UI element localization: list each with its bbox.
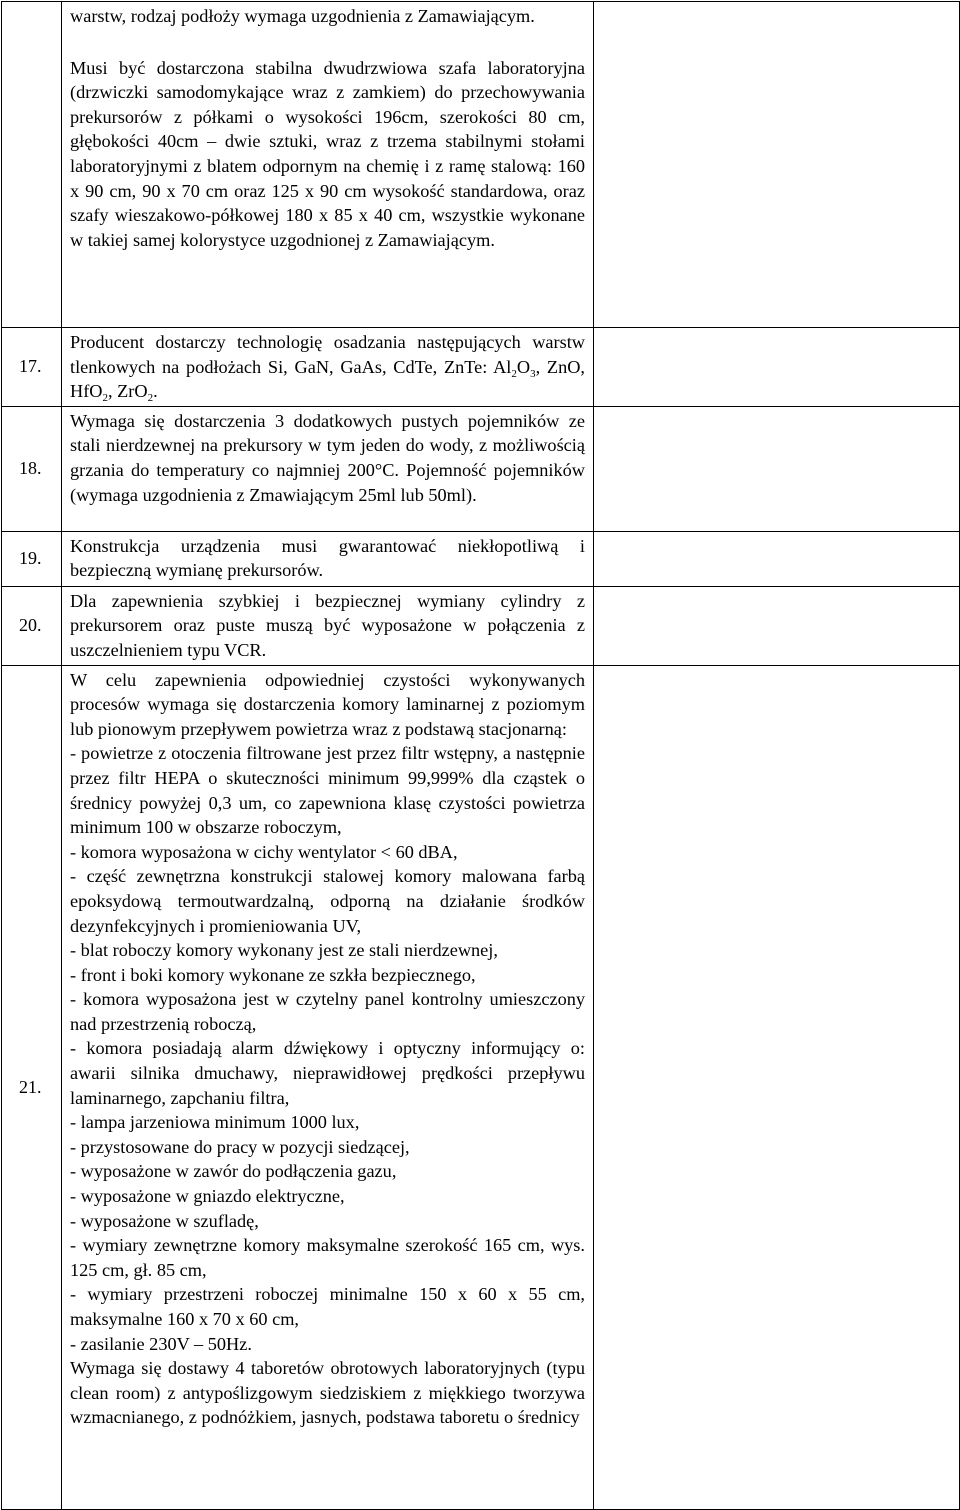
description-paragraph: - wyposażone w zawór do podłączenia gazu, <box>70 1161 397 1182</box>
description-paragraph <box>70 330 585 404</box>
empty-cell <box>594 406 960 531</box>
text-segment: O <box>516 356 531 377</box>
description-paragraph: - część zewnętrzna konstrukcji stalowej komory malowana farbą epoksydową termoutwardzalną, odporną na działanie środków dezynfekcyjnych i promieniowania UV, <box>70 866 585 936</box>
description-paragraph: - wyposażone w gniazdo elektryczne, <box>70 1186 345 1207</box>
empty-cell <box>594 531 960 586</box>
description-paragraph: - blat roboczy komory wykonany jest ze stali nierdzewnej, <box>70 940 498 961</box>
empty-cell <box>594 328 960 407</box>
description-paragraph: Konstrukcja urządzenia musi gwarantować niekłopotliwą i bezpieczną wymianę prekursorów. <box>70 535 585 581</box>
table-row <box>2 531 960 586</box>
description-paragraph: - zasilanie 230V – 50Hz. <box>70 1333 252 1354</box>
table-row <box>2 328 960 407</box>
description-paragraph: - komora wyposażona jest w czytelny panel kontrolny umieszczony nad przestrzenią roboczą, <box>70 989 585 1034</box>
description-paragraph: Wymaga się dostarczenia 3 dodatkowych pustych pojemników ze stali nierdzewnej na prekursory w tym jeden do wody, z możliwością grzania do temperatury co najmniej 200°C. Pojemność pojemników (wymaga uzgodnienia z Zmawiającym 25ml lub 50ml). <box>70 410 585 505</box>
specification-table <box>1 1 960 1510</box>
table-row <box>2 586 960 665</box>
description-paragraph: - wyposażone w szufladę, <box>70 1210 259 1231</box>
description-paragraph: W celu zapewnienia odpowiedniej czystości wykonywanych procesów wymaga się dostarczenia komory laminarnej z poziomym lub pionowym przepływem powietrza wraz z podstawą stacjonarną: <box>70 669 585 739</box>
description-paragraph: Wymaga się dostawy 4 taboretów obrotowych laboratoryjnych (typu clean room) z antypoślizgowym siedziskiem z miękkiego tworzywa wzmacnianego, z podnóżkiem, jasnych, podstawa taboretu o średnicy <box>70 1358 585 1428</box>
row-description <box>62 531 594 586</box>
subscript: 2 <box>511 367 517 380</box>
description-paragraph: - przystosowane do pracy w pozycji siedzącej, <box>70 1136 410 1157</box>
row-number: 21. <box>2 665 62 1509</box>
row-number: 17. <box>2 328 62 407</box>
subscript: 3 <box>530 367 536 380</box>
subscript: 2 <box>102 392 108 405</box>
table-row <box>2 406 960 531</box>
subscript: 2 <box>147 392 154 405</box>
description-paragraph: Dla zapewnienia szybkiej i bezpiecznej wymiany cylindry z prekursorem oraz puste muszą być wyposażone w połączenia z uszczelnieniem typu VCR. <box>70 590 585 660</box>
row-number: 18. <box>2 406 62 531</box>
description-paragraph: - powietrze z otoczenia filtrowane jest przez filtr wstępny, a następnie przez filtr HEPA o skuteczności minimum 99,999% dla cząstek o średnicy powyżej 0,3 um, co zapewniona klasę czystości powietrza minimum 100 w obszarze roboczym, <box>70 743 585 838</box>
empty-cell <box>594 665 960 1509</box>
text-segment: . <box>153 381 158 402</box>
empty-cell <box>594 586 960 665</box>
description-paragraph: - wymiary zewnętrzne komory maksymalne szerokość 165 cm, wys. 125 cm, gł. 85 cm, <box>70 1235 585 1280</box>
description-paragraph: - komora posiadają alarm dźwiękowy i optyczny informujący o: awarii silnika dmuchawy, nieprawidłowej prędkości przepływu laminarnego, zapchaniu filtra, <box>70 1038 585 1108</box>
row-description <box>62 665 594 1509</box>
row-description <box>62 586 594 665</box>
row-number: 19. <box>2 531 62 586</box>
row-description <box>62 2 594 328</box>
table-row <box>2 2 960 328</box>
row-number <box>2 2 62 328</box>
table-row <box>2 665 960 1509</box>
row-description <box>62 328 594 407</box>
empty-cell <box>594 2 960 328</box>
description-paragraph: - komora wyposażona w cichy wentylator < 60 dBA, <box>70 841 458 862</box>
description-paragraph: warstw, rodzaj podłoży wymaga uzgodnienia z Zamawiającym. <box>70 6 535 26</box>
description-paragraph: - wymiary przestrzeni roboczej minimalne 150 x 60 x 55 cm, maksymalne 160 x 70 x 60 cm, <box>70 1284 585 1329</box>
description-paragraph: - front i boki komory wykonane ze szkła bezpiecznego, <box>70 964 476 985</box>
text-segment: Producent dostarczy technologię osadzania następujących warstw tlenkowych na podłożach Si, GaN, GaAs, CdTe, ZnTe: Al <box>70 332 585 377</box>
row-description <box>62 406 594 531</box>
text-segment: , ZnO, HfO <box>70 356 585 402</box>
row-number: 20. <box>2 586 62 665</box>
text-segment: , ZrO <box>108 381 148 402</box>
description-paragraph: Musi być dostarczona stabilna dwudrzwiowa szafa laboratoryjna (drzwiczki samodomykające wraz z zamkiem) do przechowywania prekursorów z półkami o wysokości 196cm, szerokości 80 cm, głębokości 40cm – dwie sztuki, wraz z trzema stabilnymi stołami laboratoryjnymi z blatem odpornym na chemię i z ramę stalową: 160 x 90 cm, 90 x 70 cm oraz 125 x 90 cm wysokość standardowa, oraz szafy wieszakowo-półkowej 180 x 85 x 40 cm, wszystkie wykonane w takiej samej kolorystyce uzgodnionej z Zamawiającym. <box>70 57 585 250</box>
description-paragraph: - lampa jarzeniowa minimum 1000 lux, <box>70 1112 360 1133</box>
